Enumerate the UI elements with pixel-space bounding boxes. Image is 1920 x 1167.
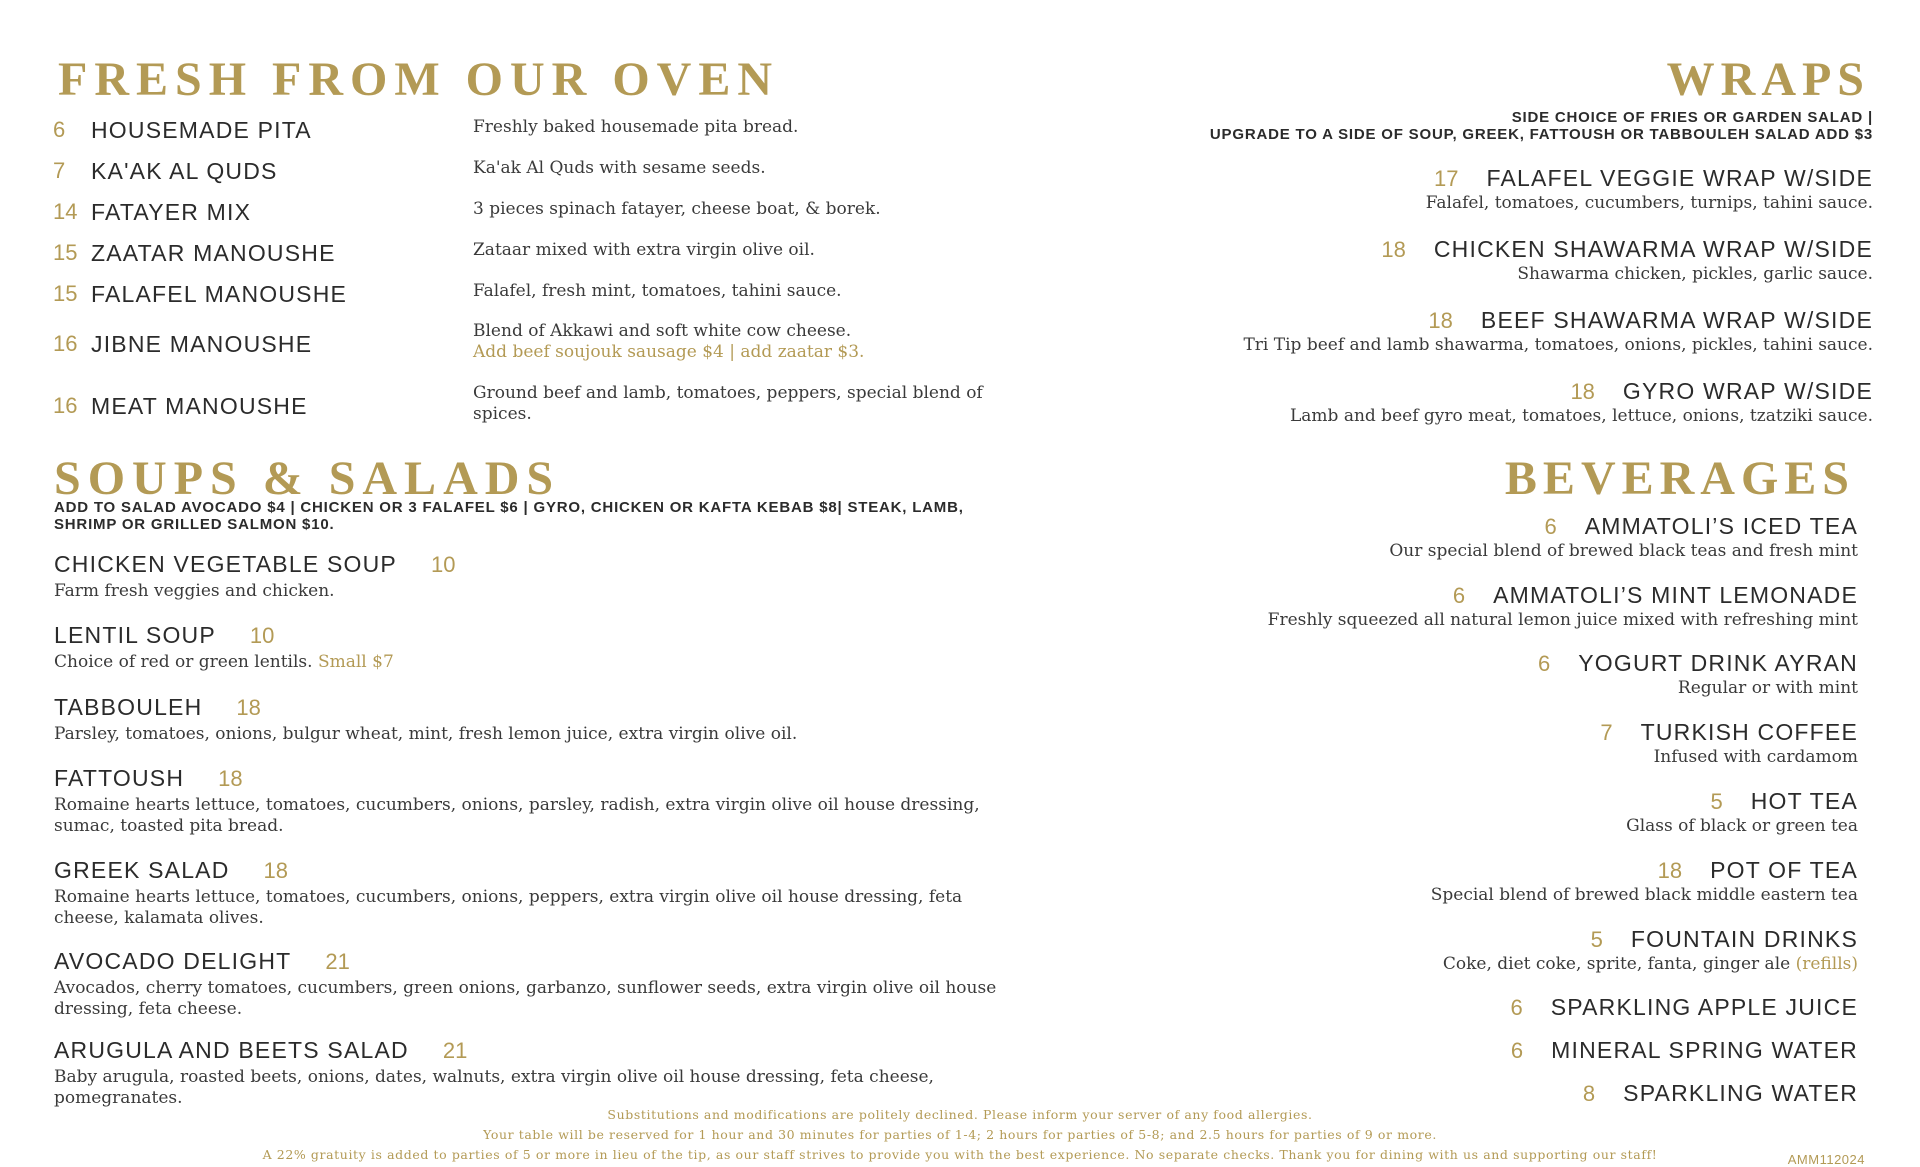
item-price: 18 <box>236 695 261 720</box>
item-name: TURKISH COFFEE <box>1640 719 1858 745</box>
item-price: 6 <box>1510 995 1523 1020</box>
item-price: 16 <box>53 393 78 418</box>
item-name: SPARKLING WATER <box>1623 1080 1858 1106</box>
menu-item <box>0 117 1010 157</box>
menu-item <box>1626 788 1858 837</box>
item-description-text: Coke, diet coke, sprite, fanta, ginger ale <box>1442 954 1791 974</box>
menu-item <box>1381 236 1873 285</box>
menu-item <box>0 321 1010 371</box>
item-description <box>54 652 1014 673</box>
wraps-heading: WRAPS <box>1666 53 1870 106</box>
wraps-note-line: SIDE CHOICE OF FRIES OR GARDEN SALAD | <box>1511 109 1873 126</box>
item-description: Falafel, tomatoes, cucumbers, turnips, tahini sauce. <box>1425 193 1873 213</box>
item-price: 21 <box>325 949 350 974</box>
item-addon-note: Small $7 <box>317 652 394 672</box>
item-price: 7 <box>1600 720 1613 745</box>
item-price: 6 <box>53 117 66 142</box>
menu-item <box>0 383 1010 433</box>
item-price: 6 <box>1452 583 1466 608</box>
footer-notice <box>0 1105 1920 1165</box>
menu-item <box>54 1037 1014 1109</box>
item-description: Shawarma chicken, pickles, garlic sauce. <box>1517 264 1873 284</box>
item-price: 10 <box>249 623 275 648</box>
item-price: 18 <box>263 858 289 883</box>
item-name: FATAYER MIX <box>91 199 252 225</box>
item-name: CHICKEN SHAWARMA WRAP W/SIDE <box>1433 236 1873 262</box>
item-price: 6 <box>1537 651 1551 676</box>
menu-item <box>54 948 1014 1020</box>
item-name: YOGURT DRINK AYRAN <box>1578 650 1858 676</box>
item-price: 15 <box>53 281 78 306</box>
menu-item <box>1583 1080 1858 1107</box>
item-description: Freshly baked housemade pita bread. <box>473 117 799 137</box>
item-name: MINERAL SPRING WATER <box>1551 1037 1858 1063</box>
soups-heading: SOUPS & SALADS <box>54 452 561 505</box>
menu-item <box>54 765 1014 837</box>
item-name: GYRO WRAP W/SIDE <box>1622 378 1873 404</box>
item-description: Baby arugula, roasted beets, onions, dates, walnuts, extra virgin olive oil house dressing, feta cheese, pomegranates. <box>54 1067 934 1108</box>
footer-line: A 22% gratuity is added to parties of 5 or more in lieu of the tip, as our staff strives to provide you with the best experience. No separate checks. Thank you for dining with us and supporting our staff! <box>262 1147 1658 1162</box>
menu-item <box>54 622 1014 673</box>
item-name: FATTOUSH <box>54 765 185 791</box>
item-name: FOUNTAIN DRINKS <box>1630 926 1858 952</box>
item-name: JIBNE MANOUSHE <box>91 331 313 357</box>
item-description: Freshly squeezed all natural lemon juice mixed with refreshing mint <box>1267 610 1858 630</box>
item-description: Infused with cardamom <box>1653 747 1858 767</box>
item-description: Romaine hearts lettuce, tomatoes, cucumbers, onions, parsley, radish, extra virgin olive oil house dressing, sumac, toasted pita bread. <box>54 795 980 836</box>
item-price: 18 <box>1381 237 1406 262</box>
menu-item <box>1290 378 1873 427</box>
item-description-text: Choice of red or green lentils. <box>54 652 313 672</box>
item-price: 15 <box>53 240 78 265</box>
item-price: 6 <box>1544 514 1557 539</box>
item-description: Zataar mixed with extra virgin olive oil. <box>473 240 815 260</box>
item-name: LENTIL SOUP <box>54 622 216 648</box>
item-price: 5 <box>1710 789 1723 814</box>
menu-item <box>54 694 1014 745</box>
item-description: Glass of black or green tea <box>1626 816 1858 836</box>
menu-item <box>0 281 1010 321</box>
footer-line: Your table will be reserved for 1 hour and 30 minutes for parties of 1-4; 2 hours for parties of 5-8; and 2.5 hours for parties of 9 or more. <box>483 1127 1437 1142</box>
item-name: SPARKLING APPLE JUICE <box>1550 994 1858 1020</box>
item-price: 18 <box>1428 308 1453 333</box>
item-description: Lamb and beef gyro meat, tomatoes, lettuce, onions, tzatziki sauce. <box>1289 406 1873 426</box>
item-description <box>473 321 1013 363</box>
item-name: AMMATOLI’S MINT LEMONADE <box>1493 582 1858 608</box>
item-name: MEAT MANOUSHE <box>91 393 308 419</box>
item-name: POT OF TEA <box>1710 857 1858 883</box>
menu-item <box>1510 994 1858 1021</box>
item-addon-note: (refills) <box>1795 954 1858 974</box>
menu-item <box>1600 719 1858 768</box>
item-price: 18 <box>1570 379 1595 404</box>
item-description: Ground beef and lamb, tomatoes, peppers, special blend of spices. <box>473 383 983 424</box>
menu-item <box>1268 582 1858 631</box>
beverages-heading: BEVERAGES <box>1504 452 1855 505</box>
item-price: 8 <box>1582 1081 1596 1106</box>
menu-code: AMM112024 <box>1787 1152 1865 1167</box>
menu-item <box>54 857 1014 929</box>
item-name: HOUSEMADE PITA <box>91 117 312 143</box>
item-price: 18 <box>1657 858 1683 883</box>
item-description: Parsley, tomatoes, onions, bulgur wheat, mint, fresh lemon juice, extra virgin olive oil. <box>54 724 798 744</box>
item-description: Romaine hearts lettuce, tomatoes, cucumbers, onions, peppers, extra virgin olive oil house dressing, feta cheese, kalamata olives. <box>54 887 963 928</box>
item-name: FALAFEL MANOUSHE <box>91 281 348 307</box>
item-name: TABBOULEH <box>54 694 203 720</box>
menu-item <box>1538 650 1858 699</box>
item-price: 16 <box>53 331 78 356</box>
item-name: GREEK SALAD <box>54 857 230 883</box>
item-name: ZAATAR MANOUSHE <box>91 240 336 266</box>
menu-item <box>1511 1037 1858 1064</box>
footer-line: Substitutions and modifications are politely declined. Please inform your server of any food allergies. <box>607 1107 1313 1122</box>
wraps-note <box>1210 109 1873 143</box>
oven-heading: FRESH FROM OUR OVEN <box>58 53 779 106</box>
item-price: 21 <box>442 1038 468 1063</box>
item-name: AMMATOLI’S ICED TEA <box>1584 513 1858 539</box>
soups-addon-note: ADD TO SALAD AVOCADO $4 | CHICKEN OR 3 FALAFEL $6 | GYRO, CHICKEN OR KAFTA KEBAB $8| STEAK, LAMB, SHRIMP OR GRILLED SALMON $10. <box>54 499 964 533</box>
item-price: 10 <box>430 552 456 577</box>
item-name: ARUGULA AND BEETS SALAD <box>54 1037 409 1063</box>
menu-item <box>0 240 1010 280</box>
menu-item <box>1243 307 1873 356</box>
item-price: 17 <box>1434 166 1459 191</box>
item-description: Ka'ak Al Quds with sesame seeds. <box>473 158 766 178</box>
item-name: AVOCADO DELIGHT <box>54 948 292 974</box>
item-name: FALAFEL VEGGIE WRAP W/SIDE <box>1486 165 1873 191</box>
item-description: Farm fresh veggies and chicken. <box>54 581 335 601</box>
item-price: 7 <box>53 158 66 183</box>
wraps-note-line: UPGRADE TO A SIDE OF SOUP, GREEK, FATTOUSH OR TABBOULEH SALAD ADD $3 <box>1209 126 1873 143</box>
menu-item <box>1389 513 1858 562</box>
menu-item <box>0 199 1010 239</box>
item-name: KA'AK AL QUDS <box>91 158 278 184</box>
item-description: Regular or with mint <box>1677 678 1858 698</box>
item-price: 5 <box>1590 927 1603 952</box>
item-description: 3 pieces spinach fatayer, cheese boat, & borek. <box>473 199 881 219</box>
item-description: Special blend of brewed black middle eastern tea <box>1430 885 1858 905</box>
menu-item <box>1431 857 1858 906</box>
item-description: Tri Tip beef and lamb shawarma, tomatoes, onions, pickles, tahini sauce. <box>1243 335 1873 355</box>
item-addon-note: Add beef soujouk sausage $4 | add zaatar $3. <box>473 342 865 362</box>
item-description: Falafel, fresh mint, tomatoes, tahini sauce. <box>473 281 842 301</box>
item-name: CHICKEN VEGETABLE SOUP <box>54 551 397 577</box>
item-description-text: Blend of Akkawi and soft white cow cheese. <box>473 321 852 341</box>
item-name: BEEF SHAWARMA WRAP W/SIDE <box>1480 307 1873 333</box>
menu-item <box>1443 926 1858 975</box>
item-description <box>1443 954 1858 975</box>
item-description: Our special blend of brewed black teas and fresh mint <box>1389 541 1858 561</box>
item-name: HOT TEA <box>1750 788 1858 814</box>
item-price: 14 <box>53 199 78 224</box>
menu-item <box>1426 165 1873 214</box>
item-price: 18 <box>218 766 243 791</box>
menu-item <box>0 158 1010 198</box>
item-description: Avocados, cherry tomatoes, cucumbers, green onions, garbanzo, sunflower seeds, extra virgin olive oil house dressing, feta cheese. <box>54 978 997 1019</box>
item-price: 6 <box>1510 1038 1524 1063</box>
menu-item <box>54 551 1014 602</box>
